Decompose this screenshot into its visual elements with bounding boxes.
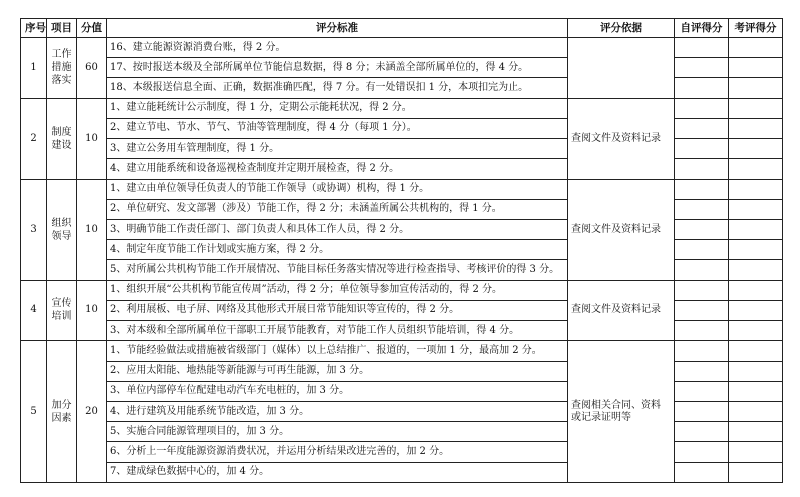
review-score-cell[interactable] — [729, 38, 783, 58]
criterion-text: 1、建立由单位领导任负责人的节能工作领导（或协调）机构，得 1 分。 — [107, 179, 568, 199]
self-score-cell[interactable] — [675, 442, 729, 462]
review-score-cell[interactable] — [729, 139, 783, 159]
section-item-label: 制度建设 — [51, 126, 72, 151]
review-score-cell[interactable] — [729, 422, 783, 442]
section-number: 2 — [21, 98, 47, 179]
criterion-text: 2、单位研究、发文部署（涉及）节能工作，得 2 分；未涵盖所属公共机构的，得 1 分。 — [107, 199, 568, 219]
review-score-cell[interactable] — [729, 361, 783, 381]
criterion-text: 5、对所属公共机构节能工作开展情况、节能目标任务落实情况等进行检查指导、考核评价的得 3 分。 — [107, 260, 568, 280]
scoring-basis — [568, 38, 675, 99]
self-score-cell[interactable] — [675, 381, 729, 401]
self-score-cell[interactable] — [675, 361, 729, 381]
header-row — [21, 19, 783, 38]
self-score-cell[interactable] — [675, 422, 729, 442]
criterion-text: 1、节能经验做法或措施被省级部门（媒体）以上总结推广、报道的，一项加 1 分，最高加 2 分。 — [107, 341, 568, 361]
section-score: 10 — [77, 280, 107, 341]
review-score-cell[interactable] — [729, 240, 783, 260]
self-score-cell[interactable] — [675, 219, 729, 239]
section-item — [47, 341, 77, 483]
review-score-cell[interactable] — [729, 260, 783, 280]
review-score-cell[interactable] — [729, 300, 783, 320]
section-item — [47, 280, 77, 341]
self-score-cell[interactable] — [675, 341, 729, 361]
criterion-text: 4、建立用能系统和设备巡视检查制度并定期开展检查，得 2 分。 — [107, 159, 568, 179]
section-item-label: 宣传培训 — [51, 298, 72, 323]
review-score-cell[interactable] — [729, 98, 783, 118]
header-review-score: 考评得分 — [729, 19, 783, 38]
review-score-cell[interactable] — [729, 118, 783, 138]
section-item — [47, 179, 77, 280]
self-score-cell[interactable] — [675, 260, 729, 280]
section-item-label: 加分因素 — [51, 399, 72, 424]
review-score-cell[interactable] — [729, 341, 783, 361]
self-score-cell[interactable] — [675, 78, 729, 98]
criterion-text: 1、组织开展“公共机构节能宣传周”活动，得 2 分；单位领导参加宣传活动的，得 2 分。 — [107, 280, 568, 300]
self-score-cell[interactable] — [675, 58, 729, 78]
table-row — [21, 179, 783, 199]
criterion-text: 3、单位内部停车位配建电动汽车充电桩的，加 3 分。 — [107, 381, 568, 401]
review-score-cell[interactable] — [729, 462, 783, 482]
criterion-text: 17、按时报送本级及全部所属单位节能信息数据，得 8 分；未涵盖全部所属单位的，得 4 分。 — [107, 58, 568, 78]
criterion-text: 2、应用太阳能、地热能等新能源与可再生能源，加 3 分。 — [107, 361, 568, 381]
review-score-cell[interactable] — [729, 58, 783, 78]
table-row — [21, 341, 783, 361]
scoring-basis: 查阅文件及资料记录 — [568, 98, 675, 179]
criterion-text: 3、对本级和全部所属单位干部职工开展节能教育，对节能工作人员组织节能培训，得 4 分。 — [107, 321, 568, 341]
scoring-table — [20, 18, 783, 483]
review-score-cell[interactable] — [729, 280, 783, 300]
self-score-cell[interactable] — [675, 118, 729, 138]
table-row — [21, 98, 783, 118]
self-score-cell[interactable] — [675, 98, 729, 118]
criterion-text: 7、建成绿色数据中心的，加 4 分。 — [107, 462, 568, 482]
header-criteria: 评分标准 — [107, 19, 568, 38]
self-score-cell[interactable] — [675, 159, 729, 179]
review-score-cell[interactable] — [729, 401, 783, 421]
self-score-cell[interactable] — [675, 280, 729, 300]
section-item-label: 工作措施落实 — [51, 49, 72, 87]
self-score-cell[interactable] — [675, 38, 729, 58]
table-row — [21, 280, 783, 300]
scoring-basis: 查阅相关合同、资料或记录证明等 — [568, 341, 675, 483]
scoring-table-container — [20, 18, 782, 482]
section-item-label: 组织领导 — [51, 217, 72, 242]
criterion-text: 16、建立能源资源消费台账，得 2 分。 — [107, 38, 568, 58]
section-score: 20 — [77, 341, 107, 483]
header-basis: 评分依据 — [568, 19, 675, 38]
scoring-basis: 查阅文件及资料记录 — [568, 280, 675, 341]
review-score-cell[interactable] — [729, 159, 783, 179]
criterion-text: 4、进行建筑及用能系统节能改造，加 3 分。 — [107, 401, 568, 421]
section-item — [47, 38, 77, 99]
header-no: 序号 — [21, 19, 47, 38]
review-score-cell[interactable] — [729, 219, 783, 239]
self-score-cell[interactable] — [675, 401, 729, 421]
criterion-text: 2、利用展板、电子屏、网络及其他形式开展日常节能知识等宣传的，得 2 分。 — [107, 300, 568, 320]
criterion-text: 5、实施合同能源管理项目的，加 3 分。 — [107, 422, 568, 442]
review-score-cell[interactable] — [729, 78, 783, 98]
criterion-text: 1、建立能耗统计公示制度，得 1 分，定期公示能耗状况，得 2 分。 — [107, 98, 568, 118]
section-number: 1 — [21, 38, 47, 99]
self-score-cell[interactable] — [675, 321, 729, 341]
table-body — [21, 38, 783, 483]
section-item — [47, 98, 77, 179]
self-score-cell[interactable] — [675, 240, 729, 260]
scoring-basis: 查阅文件及资料记录 — [568, 179, 675, 280]
self-score-cell[interactable] — [675, 139, 729, 159]
table-row — [21, 38, 783, 58]
criterion-text: 3、明确节能工作责任部门、部门负责人和具体工作人员，得 2 分。 — [107, 219, 568, 239]
criterion-text: 3、建立公务用车管理制度，得 1 分。 — [107, 139, 568, 159]
self-score-cell[interactable] — [675, 199, 729, 219]
section-score: 10 — [77, 98, 107, 179]
section-number: 3 — [21, 179, 47, 280]
header-self-score: 自评得分 — [675, 19, 729, 38]
section-score: 10 — [77, 179, 107, 280]
self-score-cell[interactable] — [675, 300, 729, 320]
section-score: 60 — [77, 38, 107, 99]
review-score-cell[interactable] — [729, 199, 783, 219]
header-item: 项目 — [47, 19, 77, 38]
review-score-cell[interactable] — [729, 321, 783, 341]
review-score-cell[interactable] — [729, 442, 783, 462]
section-number: 5 — [21, 341, 47, 483]
criterion-text: 4、制定年度节能工作计划或实施方案，得 2 分。 — [107, 240, 568, 260]
review-score-cell[interactable] — [729, 179, 783, 199]
self-score-cell[interactable] — [675, 179, 729, 199]
review-score-cell[interactable] — [729, 381, 783, 401]
criterion-text: 6、分析上一年度能源资源消费状况，并运用分析结果改进完善的，加 2 分。 — [107, 442, 568, 462]
criterion-text: 2、建立节电、节水、节气、节油等管理制度，得 4 分（每项 1 分）。 — [107, 118, 568, 138]
self-score-cell[interactable] — [675, 462, 729, 482]
criterion-text: 18、本级报送信息全面、正确，数据准确匹配，得 7 分。有一处错误扣 1 分，本项扣完为止。 — [107, 78, 568, 98]
header-score: 分值 — [77, 19, 107, 38]
section-number: 4 — [21, 280, 47, 341]
